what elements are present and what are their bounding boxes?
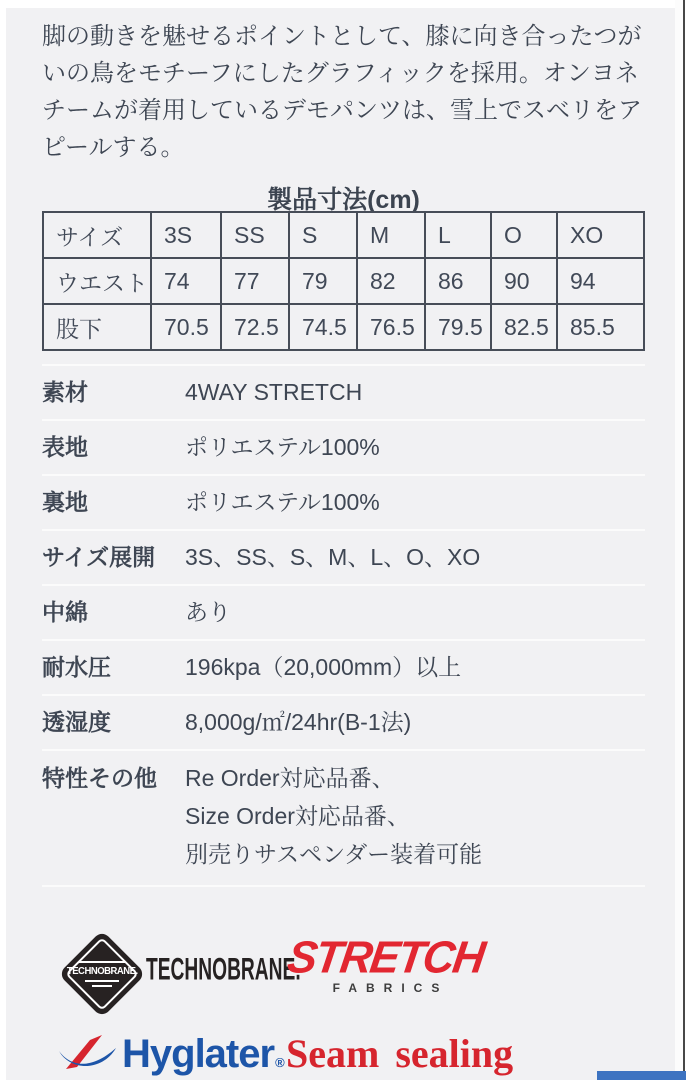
size-table-cell: 79 (289, 258, 357, 304)
hyglater-logo (56, 1028, 284, 1080)
spec-label: サイズ展開 (42, 544, 156, 570)
size-table-cell: 85.5 (557, 304, 644, 350)
size-table-cell: 3S (151, 212, 221, 258)
floating-button-fragment[interactable] (597, 1071, 686, 1080)
spec-row (42, 584, 645, 639)
size-table-cell: 72.5 (221, 304, 289, 350)
stretch-fabrics-logo (278, 931, 494, 995)
spec-value: あり (185, 599, 231, 625)
size-table-cell: S (289, 212, 357, 258)
spec-row (42, 364, 645, 419)
spec-value: 4WAY STRETCH (185, 379, 363, 405)
spec-row (42, 749, 645, 885)
technobrane-wordmark: TECHNOBRANE. (146, 952, 301, 987)
size-table-cell: 74 (151, 258, 221, 304)
spec-value: 196kpa（20,000mm）以上 (185, 654, 462, 680)
size-table-body (43, 212, 644, 350)
spec-value: 3S、SS、S、M、L、O、XO (185, 544, 481, 570)
registered-mark-icon: ® (275, 1054, 285, 1070)
spec-label: 特性その他 (42, 765, 157, 791)
size-table-cell: XO (557, 212, 644, 258)
size-table-cell: 90 (491, 258, 557, 304)
right-edge-margin (675, 0, 683, 1080)
size-table (42, 211, 645, 351)
stretch-fabrics-subtext: FABRICS (332, 981, 449, 995)
size-table-title: 製品寸法(cm) (267, 186, 420, 214)
spec-row (42, 639, 645, 694)
technobrane-badge-word: TECHNOBRANE. (66, 966, 138, 977)
technobrane-badge-logo (55, 927, 149, 1021)
size-table-cell: L (425, 212, 491, 258)
seam-sealing-logo-text: Seam sealing (286, 1031, 514, 1076)
size-table-cell: M (357, 212, 425, 258)
spec-label: 素材 (42, 379, 88, 405)
size-table-cell: 86 (425, 258, 491, 304)
spec-row (42, 474, 645, 529)
size-table-cell: O (491, 212, 557, 258)
spec-label: 中綿 (42, 599, 88, 625)
size-table-cell: 82.5 (491, 304, 557, 350)
size-table-header-cell: ウエスト (43, 258, 151, 304)
size-table-header-cell: サイズ (43, 212, 151, 258)
spec-row (42, 419, 645, 474)
content-area (6, 8, 675, 1080)
product-description: 脚の動きを魅せるポイントとして、膝に向き合ったつがいの鳥をモチーフにしたグラフィックを採用。オンヨネチームが着用しているデモパンツは、雪上でスベリをアピールする。 (42, 23, 642, 161)
spec-row (42, 529, 645, 584)
size-table-row (43, 258, 644, 304)
hyglater-swoosh-icon (56, 1031, 118, 1077)
size-table-cell: SS (221, 212, 289, 258)
spec-value: ポリエステル100% (185, 489, 380, 515)
stretch-logo-text: STRETCH (284, 931, 488, 983)
size-table-row (43, 212, 644, 258)
spec-label: 裏地 (42, 489, 88, 515)
size-table-cell: 82 (357, 258, 425, 304)
size-table-cell: 94 (557, 258, 644, 304)
size-table-header-cell: 股下 (43, 304, 151, 350)
size-table-row (43, 304, 644, 350)
spec-label: 透湿度 (42, 709, 111, 735)
spec-row (42, 694, 645, 749)
hyglater-logo-text: Hyglater (122, 1031, 275, 1076)
size-table-cell: 79.5 (425, 304, 491, 350)
spec-value: 8,000g/㎡/24hr(B-1法) (185, 709, 412, 735)
size-table-cell: 70.5 (151, 304, 221, 350)
spec-label: 耐水圧 (42, 654, 111, 680)
size-table-cell: 77 (221, 258, 289, 304)
spec-label: 表地 (42, 434, 88, 460)
size-table-cell: 74.5 (289, 304, 357, 350)
spec-value: ポリエステル100% (185, 434, 380, 460)
spec-list (42, 364, 645, 887)
spec-value: Re Order対応品番、 Size Order対応品番、 別売りサスペンダー装着可能 (185, 765, 483, 867)
size-table-cell: 76.5 (357, 304, 425, 350)
right-edge-line (683, 0, 685, 1080)
